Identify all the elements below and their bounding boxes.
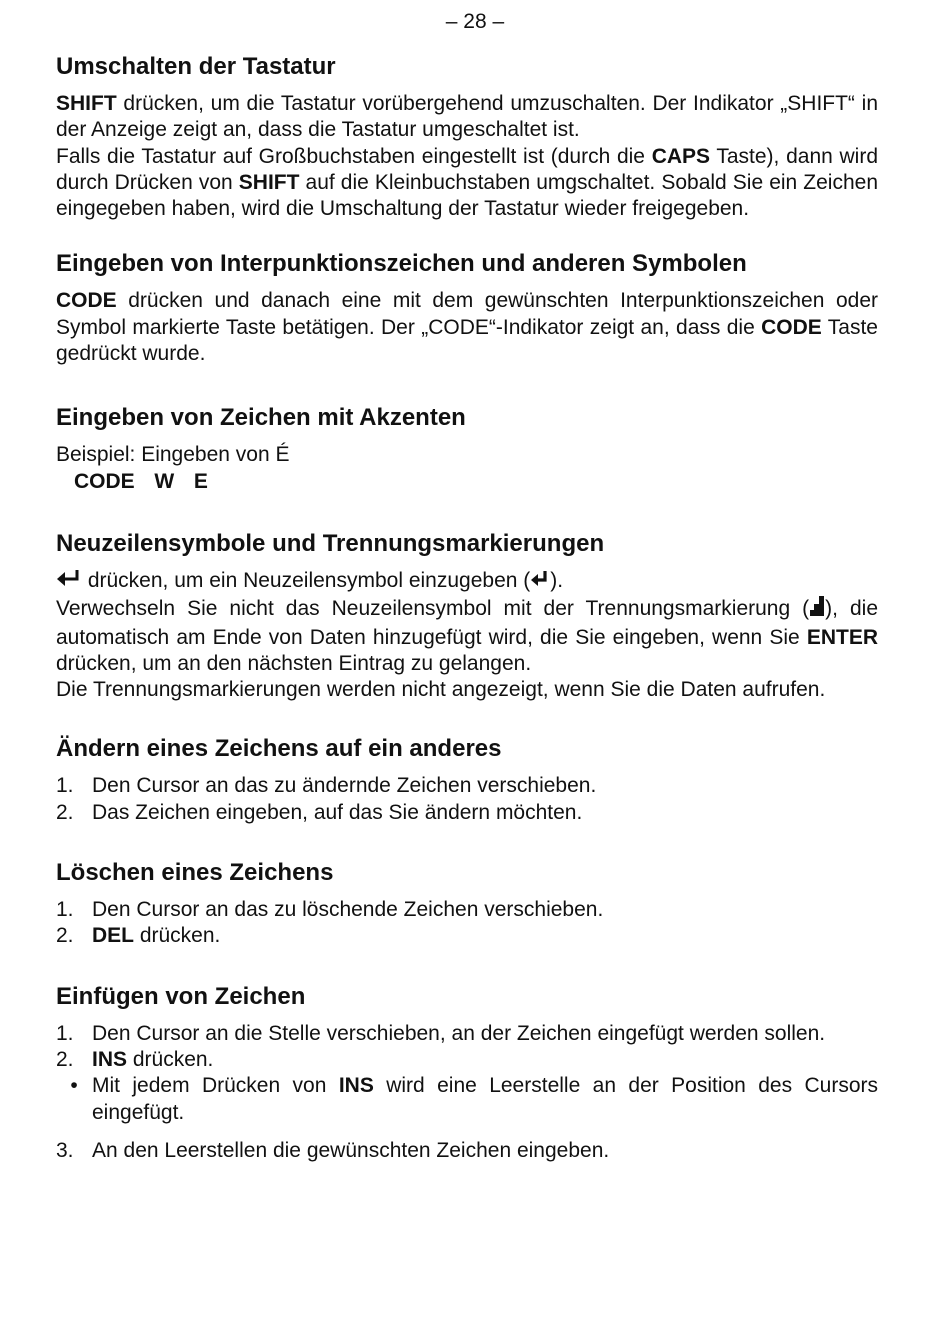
section-heading: Neuzeilensymbole und Trennungsmarkierungen bbox=[56, 529, 605, 557]
numbered-list bbox=[56, 1138, 878, 1164]
list-number: 2. bbox=[56, 924, 74, 948]
key-label: SHIFT bbox=[238, 170, 300, 194]
list-number: 2. bbox=[56, 800, 74, 824]
section-heading: Ändern eines Zeichens auf ein anderes bbox=[56, 735, 502, 763]
newline-symbol-icon bbox=[530, 568, 550, 595]
paragraph bbox=[56, 595, 878, 677]
section-heading: Einfügen von Zeichen bbox=[56, 982, 306, 1010]
text: drücken und danach eine mit dem gewünschten Interpunktionszeichen oder Symbol markierte Taste betätigen. Der „CODE“-Indikator zeigt an, dass die bbox=[56, 289, 878, 339]
list-text: An den Leerstellen die gewünschten Zeichen eingeben. bbox=[92, 1138, 610, 1162]
list-item bbox=[56, 923, 878, 949]
section-heading: Löschen eines Zeichens bbox=[56, 859, 334, 887]
text: wird eine Leerstelle an der Position des Cursors eingefügt. bbox=[92, 1074, 878, 1124]
section-insert-character bbox=[56, 982, 878, 1164]
paragraph: Die Trennungsmarkierungen werden nicht angezeigt, wenn Sie die Daten aufrufen. bbox=[56, 678, 826, 702]
list-text: Den Cursor an die Stelle verschieben, an der Zeichen eingefügt werden sollen. bbox=[92, 1021, 826, 1045]
spacer bbox=[56, 1126, 878, 1138]
key-sequence: CODE W E bbox=[74, 469, 208, 493]
numbered-list bbox=[56, 897, 878, 950]
text: Mit jedem Drücken von bbox=[92, 1074, 339, 1098]
list-item bbox=[56, 1047, 878, 1073]
bullet-list bbox=[56, 1073, 878, 1126]
list-item bbox=[56, 897, 878, 923]
text: Falls die Tastatur auf Großbuchstaben eingestellt ist (durch die bbox=[56, 144, 652, 168]
text: Verwechseln Sie nicht das Neuzeilensymbol mit der Trennungsmarkierung ( bbox=[56, 597, 810, 621]
paragraph bbox=[56, 144, 878, 223]
list-number: 2. bbox=[56, 1047, 74, 1071]
paragraph bbox=[56, 568, 878, 595]
key-label: DEL bbox=[92, 924, 134, 948]
example-text: Beispiel: Eingeben von É bbox=[56, 443, 290, 467]
text: drücken. bbox=[134, 924, 221, 948]
list-item bbox=[56, 800, 878, 826]
numbered-list bbox=[56, 1021, 878, 1074]
section-punctuation bbox=[56, 249, 878, 367]
list-number: 3. bbox=[56, 1138, 74, 1162]
section-change-character bbox=[56, 734, 878, 826]
text: Taste gedrückt wurde. bbox=[56, 315, 878, 366]
key-label: ENTER bbox=[806, 625, 878, 649]
bullet-mark: • bbox=[70, 1074, 78, 1098]
key-label: INS bbox=[92, 1047, 128, 1071]
paragraph bbox=[56, 91, 878, 144]
key-label: INS bbox=[338, 1074, 374, 1098]
list-number: 1. bbox=[56, 774, 74, 798]
text: drücken, um an den nächsten Eintrag zu gelangen. bbox=[56, 651, 532, 675]
section-heading: Umschalten der Tastatur bbox=[56, 53, 336, 80]
key-label: CODE bbox=[56, 289, 117, 313]
text: drücken. bbox=[127, 1047, 214, 1071]
key-label: SHIFT bbox=[56, 92, 117, 115]
list-number: 1. bbox=[56, 1021, 74, 1045]
list-text: Den Cursor an das zu ändernde Zeichen verschieben. bbox=[92, 774, 597, 798]
key-label: CAPS bbox=[651, 144, 711, 168]
bullet-text bbox=[92, 1073, 878, 1126]
section-accents bbox=[56, 403, 878, 495]
list-text bbox=[92, 1047, 878, 1073]
list-text bbox=[92, 923, 878, 949]
text: auf die Kleinbuchstaben umgschaltet. Sobald Sie ein Zeichen eingegeben haben, wird die Umschaltung der Tastatur wieder freigegeben. bbox=[56, 170, 878, 221]
section-keyboard-shift bbox=[56, 52, 878, 222]
enter-key-icon bbox=[56, 568, 82, 595]
document-body bbox=[56, 52, 878, 1191]
numbered-list bbox=[56, 773, 878, 826]
text: drücken, um die Tastatur vorübergehend umzuschalten. Der Indikator „SHIFT“ in der Anzeige zeigt an, dass die Tastatur umgeschaltet ist. bbox=[56, 92, 878, 142]
list-text: Den Cursor an das zu löschende Zeichen verschieben. bbox=[92, 898, 604, 922]
text: Taste), dann wird durch Drücken von bbox=[56, 144, 878, 194]
page-number: – 28 – bbox=[445, 10, 505, 33]
section-heading: Eingeben von Zeichen mit Akzenten bbox=[56, 404, 466, 432]
section-newline-symbols bbox=[56, 529, 878, 703]
text: ), die automatisch am Ende von Daten hinzugefügt wird, die Sie eingeben, wenn Sie bbox=[56, 597, 879, 649]
list-number: 1. bbox=[56, 898, 74, 922]
list-item bbox=[56, 773, 878, 799]
bullet-item bbox=[56, 1073, 878, 1126]
list-item bbox=[56, 1138, 878, 1164]
section-delete-character bbox=[56, 858, 878, 950]
list-item bbox=[56, 1021, 878, 1047]
text: ). bbox=[550, 569, 564, 593]
key-label: CODE bbox=[761, 315, 822, 339]
text: drücken, um ein Neuzeilensymbol einzugeben ( bbox=[82, 569, 531, 593]
list-text: Das Zeichen eingeben, auf das Sie ändern möchten. bbox=[92, 800, 583, 824]
paragraph bbox=[56, 288, 878, 367]
section-heading: Eingeben von Interpunktionszeichen und anderen Symbolen bbox=[56, 250, 747, 278]
separator-mark-icon bbox=[809, 595, 825, 624]
